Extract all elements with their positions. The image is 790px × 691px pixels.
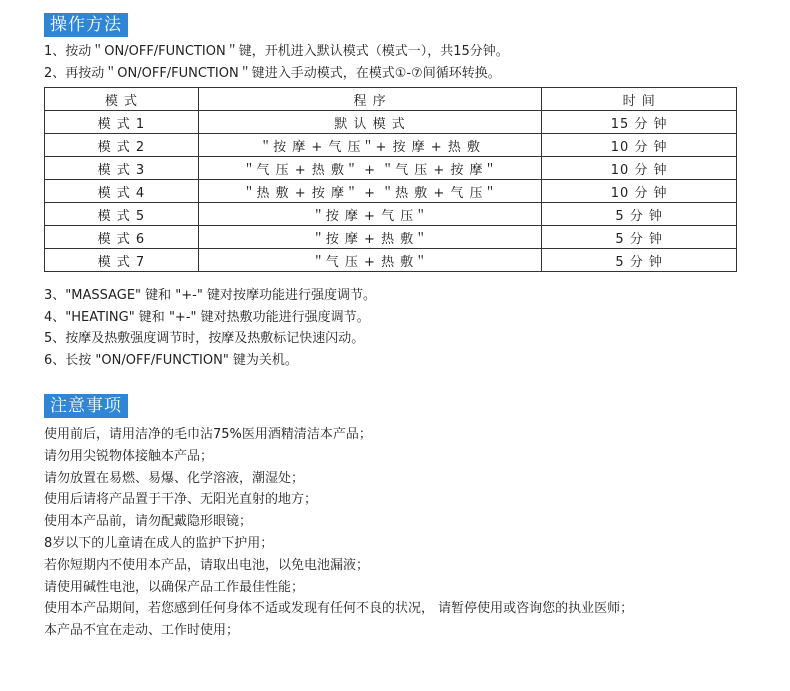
table-row (45, 157, 737, 180)
cell-time: 5 分 钟 (542, 249, 737, 272)
notice-item: 请勿放置在易燃、易爆、化学溶液，潮湿处； (44, 470, 305, 486)
cell-mode: 模 式 3 (45, 157, 199, 180)
table-row (45, 111, 737, 134)
table-header-row (45, 88, 737, 111)
header-program: 程 序 (198, 88, 541, 111)
table-row (45, 203, 737, 226)
instruction-line-4: 4、"HEATING" 键和 "+-" 键对热敷功能进行强度调节。 (44, 310, 370, 325)
cell-program: ＂按 摩 + 气 压＂+ 按 摩 + 热 敷 (198, 134, 541, 157)
cell-mode: 模 式 7 (45, 249, 199, 272)
notice-list (44, 424, 633, 642)
instruction-line-6: 6、长按 "ON/OFF/FUNCTION" 键为关机。 (44, 353, 298, 368)
notice-item: 使用后请将产品置于干净、无阳光直射的地方； (44, 492, 318, 508)
table-row (45, 226, 737, 249)
cell-time: 10 分 钟 (542, 180, 737, 203)
notice-item: 请使用碱性电池，以确保产品工作最佳性能； (44, 579, 305, 595)
instruction-line-5: 5、按摩及热敷强度调节时，按摩及热敷标记快速闪动。 (44, 331, 365, 346)
notice-item: 使用本产品前，请勿配戴隐形眼镜； (44, 514, 253, 530)
intro-line-2: 2、再按动＂ON/OFF/FUNCTION＂键进入手动模式，在模式①-⑦间循环转换。 (44, 66, 501, 81)
cell-time: 10 分 钟 (542, 157, 737, 180)
notice-item: 本产品不宜在走动、工作时使用； (44, 623, 240, 639)
operation-title: 操作方法 (44, 13, 128, 37)
table-row (45, 134, 737, 157)
header-mode: 模 式 (45, 88, 199, 111)
cell-program: ＂热 敷 + 按 摩＂ + ＂热 敷 + 气 压＂ (198, 180, 541, 203)
cell-program: ＂按 摩 + 热 敷＂ (198, 226, 541, 249)
cell-time: 15 分 钟 (542, 111, 737, 134)
instruction-line-3: 3、"MASSAGE" 键和 "+-" 键对按摩功能进行强度调节。 (44, 288, 376, 303)
notice-item: 使用前后，请用洁净的毛巾沾75%医用酒精清洁本产品； (44, 427, 372, 442)
cell-program: 默 认 模 式 (198, 111, 541, 134)
notice-title: 注意事项 (44, 394, 128, 418)
cell-program: ＂按 摩 + 气 压＂ (198, 203, 541, 226)
notice-item: 8岁以下的儿童请在成人的监护下护用； (44, 535, 274, 551)
header-time: 时 间 (542, 88, 737, 111)
intro-line-1: 1、按动＂ON/OFF/FUNCTION＂键，开机进入默认模式（模式一），共15分钟。 (44, 44, 509, 59)
cell-mode: 模 式 1 (45, 111, 199, 134)
table-row (45, 249, 737, 272)
notice-item: 请勿用尖锐物体接触本产品； (44, 448, 214, 464)
cell-time: 10 分 钟 (542, 134, 737, 157)
cell-mode: 模 式 2 (45, 134, 199, 157)
cell-mode: 模 式 5 (45, 203, 199, 226)
cell-time: 5 分 钟 (542, 226, 737, 249)
notice-item: 使用本产品期间，若您感到任何身体不适或发现有任何不良的状况， 请暂停使用或咨询您的执业医师； (44, 601, 634, 617)
mode-table (44, 87, 737, 272)
cell-mode: 模 式 6 (45, 226, 199, 249)
cell-program: ＂气 压 + 热 敷＂ (198, 249, 541, 272)
cell-program: ＂气 压 + 热 敷＂ + ＂气 压 + 按 摩＂ (198, 157, 541, 180)
table-row (45, 180, 737, 203)
cell-time: 5 分 钟 (542, 203, 737, 226)
cell-mode: 模 式 4 (45, 180, 199, 203)
notice-item: 若你短期内不使用本产品，请取出电池，以免电池漏液； (44, 557, 370, 573)
